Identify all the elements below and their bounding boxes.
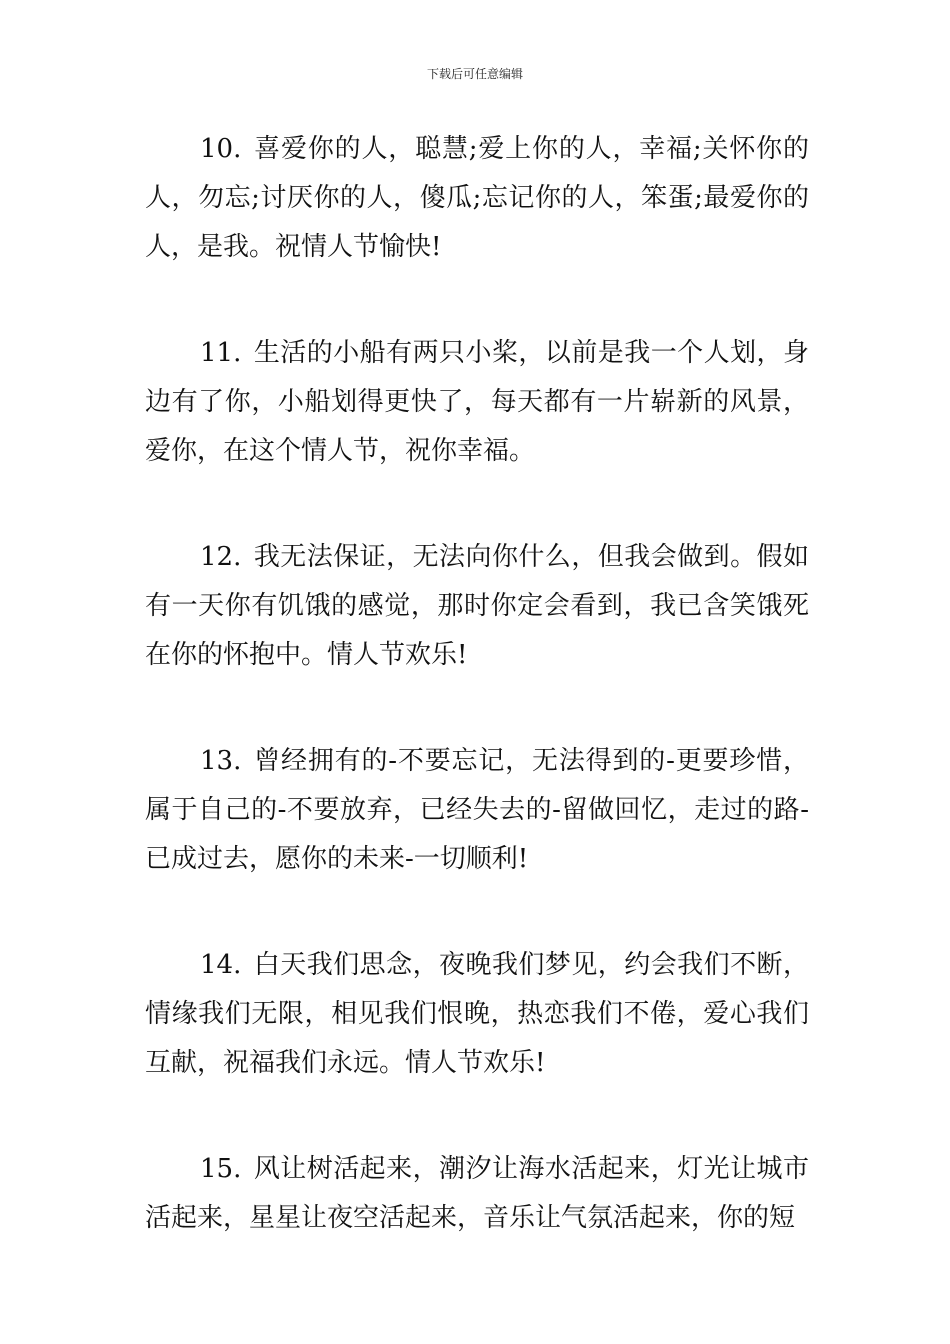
paragraph-number: 13. [200,746,242,776]
paragraph-text: 曾经拥有的-不要忘记，无法得到的-更要珍惜，属于自己的-不要放弃，已经失去的-留做回忆，走过的路-已成过去，愿你的未来-一切顺利! [145,746,809,874]
paragraph-13 [145,737,809,884]
paragraph-text: 白天我们思念，夜晚我们梦见，约会我们不断，情缘我们无限，相见我们恨晚，热恋我们不倦，爱心我们互献，祝福我们永远。情人节欢乐! [145,950,809,1078]
paragraph-11 [145,329,809,476]
paragraph-text: 喜爱你的人，聪慧;爱上你的人，幸福;关怀你的人，勿忘;讨厌你的人，傻瓜;忘记你的人，笨蛋;最爱你的人，是我。祝情人节愉快! [145,134,809,262]
paragraph-14 [145,941,809,1088]
paragraph-12 [145,533,809,680]
paragraph-number: 10. [200,134,242,164]
document-body [145,125,809,1300]
paragraph-10 [145,125,809,272]
paragraph-number: 15. [200,1154,242,1184]
paragraph-text: 我无法保证，无法向你什么，但我会做到。假如有一天你有饥饿的感觉，那时你定会看到，我已含笑饿死在你的怀抱中。情人节欢乐! [145,542,809,670]
paragraph-text: 风让树活起来，潮汐让海水活起来，灯光让城市活起来，星星让夜空活起来，音乐让气氛活起来，你的短 [145,1154,809,1233]
paragraph-number: 12. [200,542,242,572]
paragraph-15 [145,1145,809,1243]
paragraph-number: 11. [200,338,242,368]
paragraph-number: 14. [200,950,242,980]
paragraph-text: 生活的小船有两只小桨，以前是我一个人划，身边有了你，小船划得更快了，每天都有一片崭新的风景，爱你，在这个情人节，祝你幸福。 [145,338,809,466]
page-header: 下载后可任意编辑 [426,67,523,81]
